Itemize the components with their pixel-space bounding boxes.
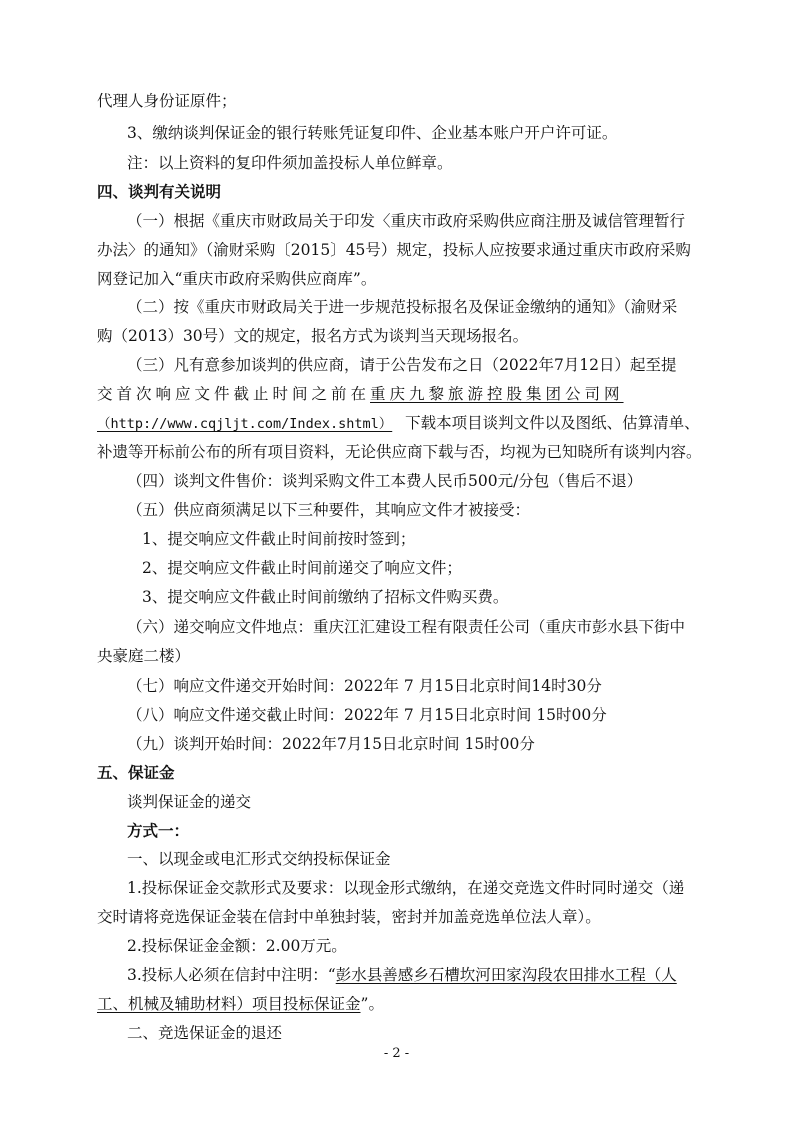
- text-line: （八）响应文件递交截止时间：2022年 7 月15日北京时间 15时00分: [127, 706, 607, 724]
- text-line: （四）谈判文件售价：谈判采购文件工本费人民币500元/分包（售后不退）: [127, 472, 643, 490]
- text-segment: 下载本项目谈判文件以及图纸、估算清单、: [405, 414, 700, 432]
- text-line: 二、竞选保证金的退还: [127, 1024, 283, 1042]
- text-line: （五）供应商须满足以下三种要件，其响应文件才被接受：: [127, 501, 531, 519]
- page-number: - 2 -: [383, 1046, 410, 1061]
- text-line: 注：以上资料的复印件须加盖投标人单位鲜章。: [127, 154, 453, 172]
- text-line: 办法〉的通知》（渝财采购〔2015〕45号）规定，投标人应按要求通过重庆市政府采购: [97, 241, 691, 259]
- text-line: [97, 413, 700, 434]
- text-line: 3、缴纳谈判保证金的银行转账凭证复印件、企业基本账户开户许可证。: [127, 124, 618, 142]
- text-line: （六）递交响应文件地点：重庆江汇建设工程有限责任公司（重庆市彭水县下街中: [127, 618, 686, 636]
- text-line: （七）响应文件递交开始时间：2022年 7 月15日北京时间14时30分: [127, 677, 602, 695]
- text-segment: 交首次响应文件截止时间之前在: [97, 385, 371, 403]
- text-segment: 3.投标人必须在信封中注明：“: [127, 966, 336, 984]
- text-line: （二）按《重庆市财政局关于进一步规范投标报名及保证金缴纳的通知》（渝财采: [127, 298, 678, 316]
- project-name-underlined: 彭水县善感乡石槽坎河田家沟段农田排水工程（人: [335, 966, 677, 984]
- text-segment: ”。: [360, 995, 384, 1013]
- text-line: 一、以现金或电汇形式交纳投标保证金: [127, 850, 391, 868]
- text-line: [97, 994, 384, 1014]
- text-line: 1、提交响应文件截止时间前按时签到；: [142, 530, 416, 548]
- project-name-underlined: 工、机械及辅助材料）项目投标保证金: [97, 995, 361, 1013]
- text-line: 2、提交响应文件截止时间前递交了响应文件；: [142, 559, 462, 577]
- text-line: 网登记加入“重庆市政府采购供应商库”。: [97, 270, 377, 288]
- section-heading-5: 五、保证金: [97, 764, 175, 782]
- text-line: 2.投标保证金金额：2.00万元。: [127, 937, 347, 955]
- text-line: 补遗等开标前公布的所有项目资料，无论供应商下载与否，均视为已知晓所有谈判内容。: [97, 443, 702, 461]
- text-line: [127, 965, 677, 985]
- text-line: 购（2013）30号）文的规定，报名方式为谈判当天现场报名。: [97, 327, 529, 345]
- text-line: （一）根据《重庆市财政局关于印发〈重庆市政府采购供应商注册及诚信管理暂行: [127, 212, 686, 230]
- text-line: 代理人身份证原件；: [97, 92, 237, 110]
- text-line: [97, 384, 624, 404]
- website-url-link[interactable]: （http://www.cqjljt.com/Index.shtml）: [97, 416, 393, 432]
- website-name-link[interactable]: 重庆九黎旅游控股集团公司网: [370, 385, 624, 403]
- text-line: （九）谈判开始时间：2022年7月15日北京时间 15时00分: [127, 735, 535, 753]
- text-line: 央豪庭二楼）: [97, 647, 191, 665]
- text-line: 交时请将竞选保证金装在信封中单独封装，密封并加盖竞选单位法人章）。: [97, 908, 601, 926]
- text-line: （三）凡有意参加谈判的供应商，请于公告发布之日（2022年7月12日）起至提: [127, 356, 677, 374]
- section-heading-4: 四、谈判有关说明: [97, 183, 222, 201]
- method-heading: 方式一：: [127, 822, 190, 840]
- text-line: 3、提交响应文件截止时间前缴纳了招标文件购买费。: [142, 588, 509, 606]
- text-line: 谈判保证金的递交: [127, 793, 252, 811]
- text-line: 1.投标保证金交款形式及要求：以现金形式缴纳，在递交竞选文件时同时递交（递: [127, 879, 685, 897]
